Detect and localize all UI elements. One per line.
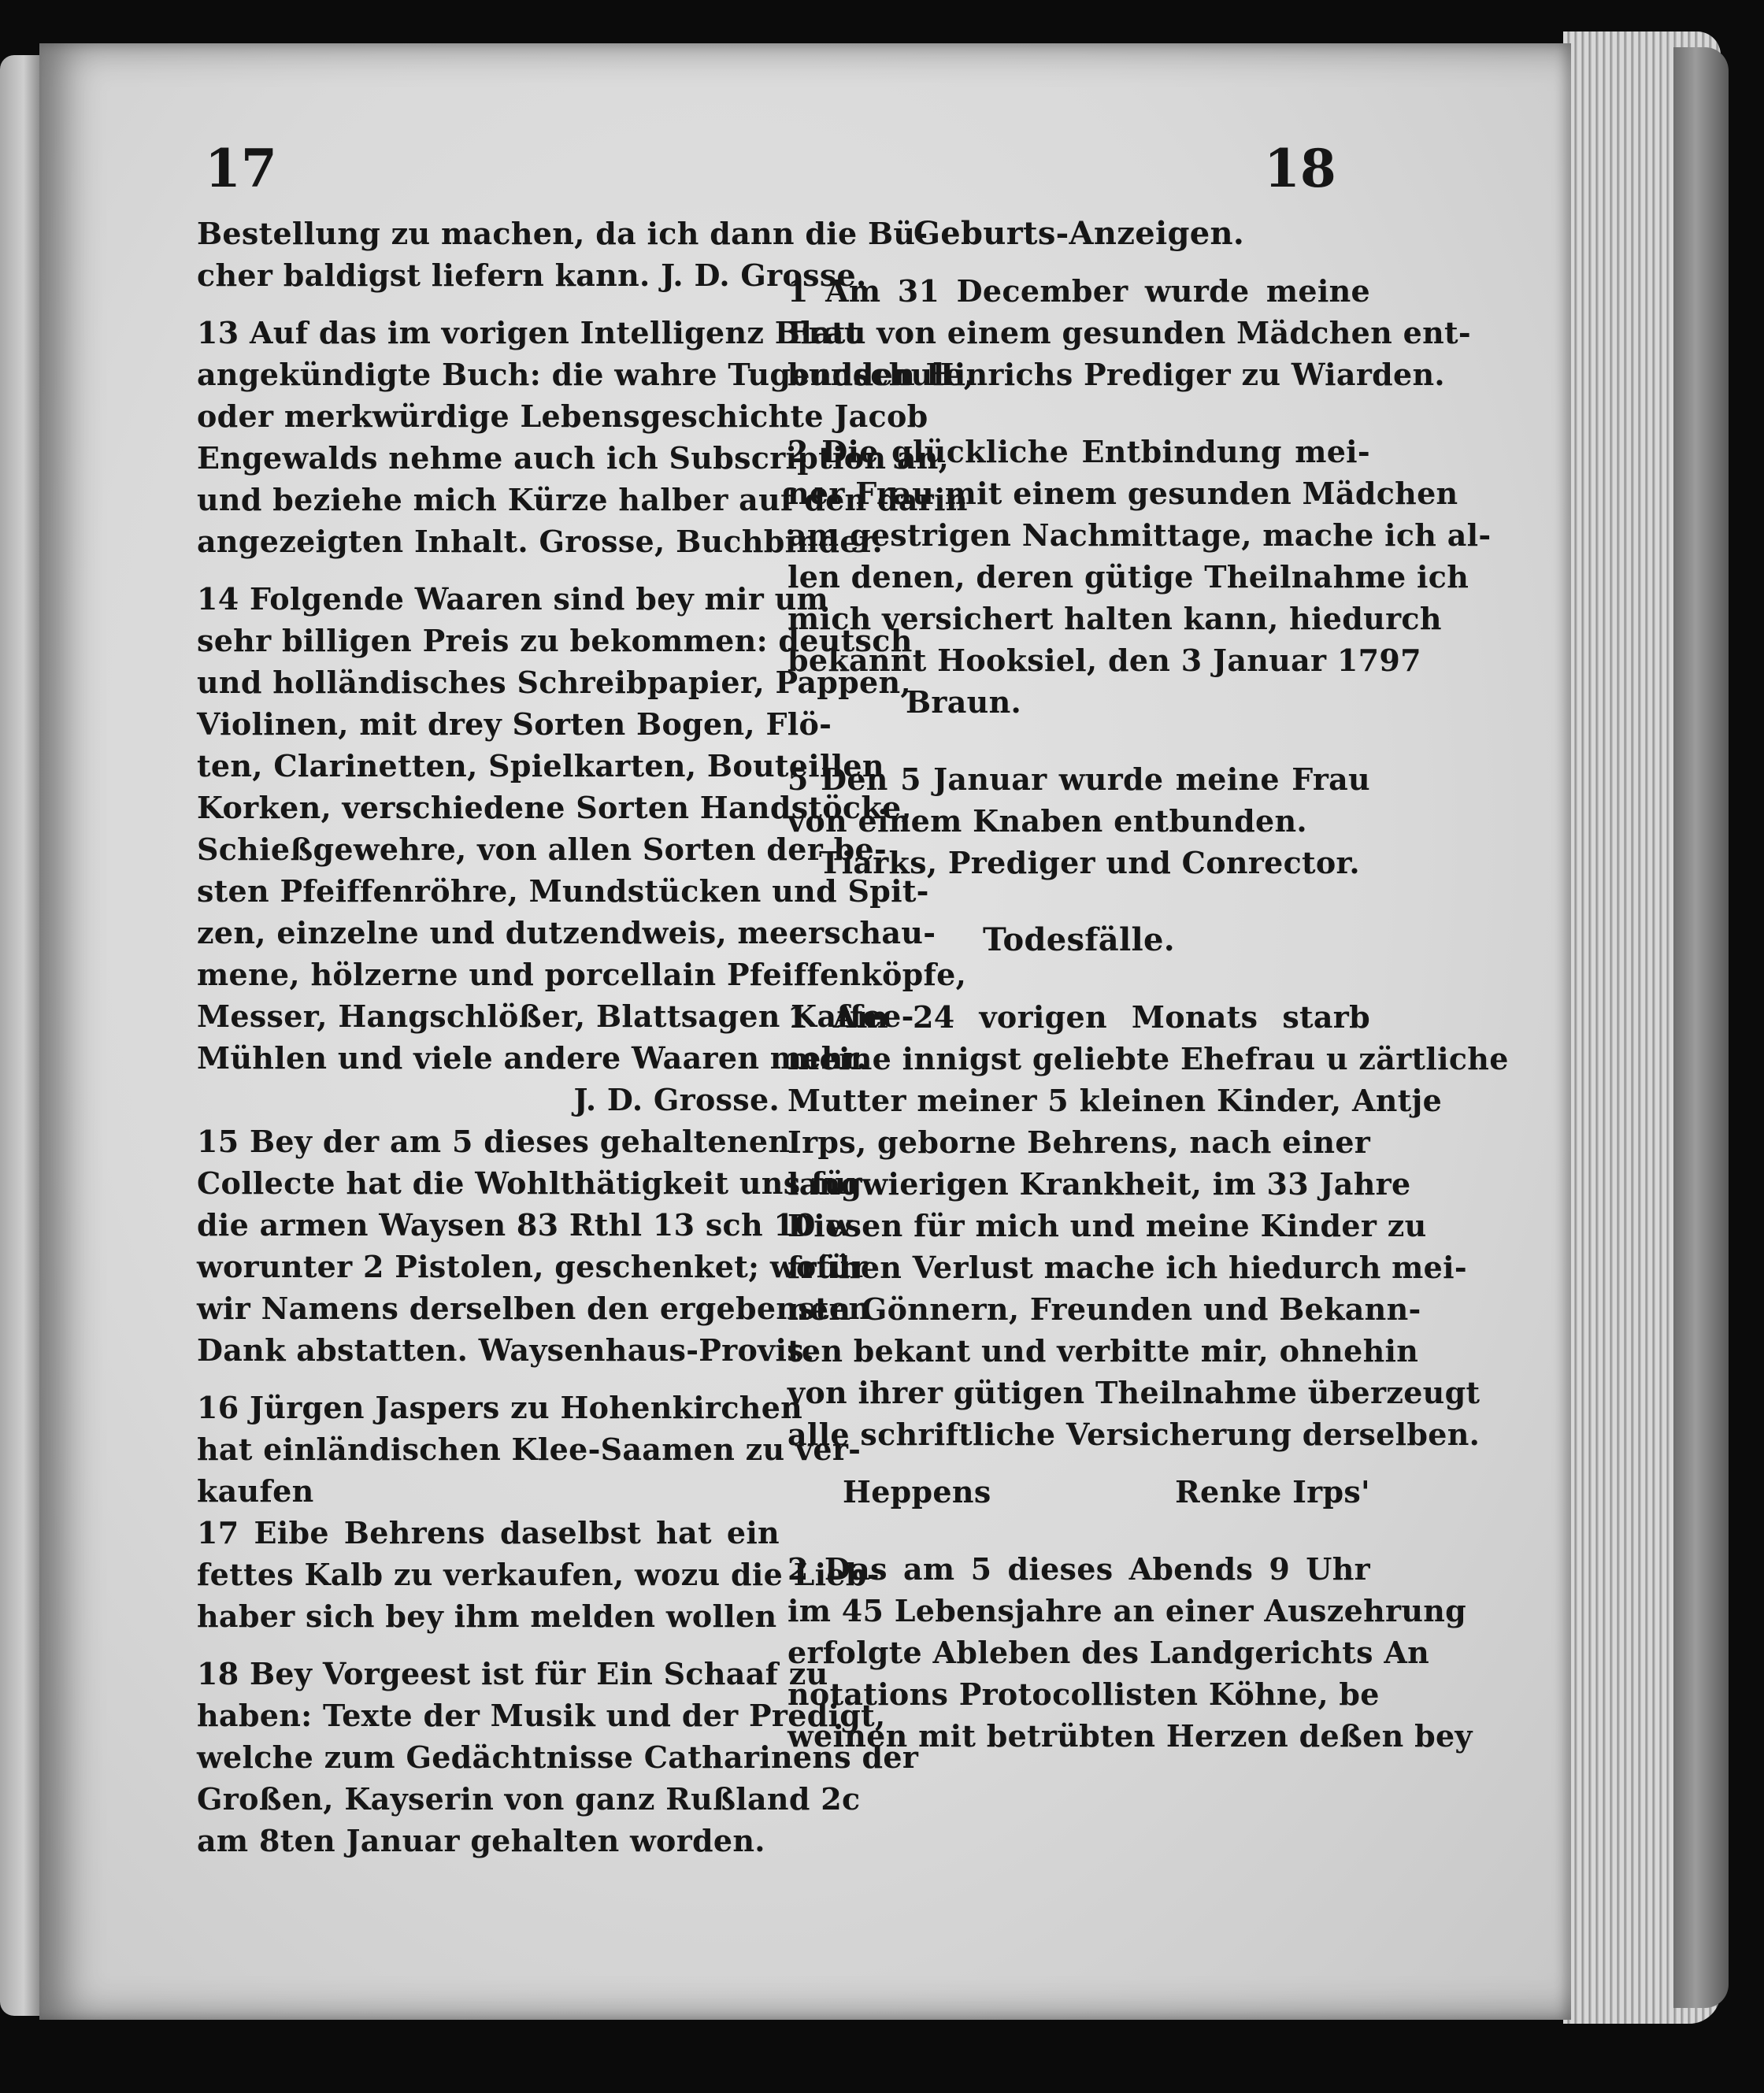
text-line: 15 Bey der am 5 dieses gehaltenen bbox=[197, 1124, 791, 1159]
text-line: frühen Verlust mache ich hiedurch mei- bbox=[788, 1250, 1467, 1285]
text-line: und holländisches Schreibpapier, Pappen, bbox=[197, 665, 911, 700]
text-line: ten bekant und verbitte mir, ohnehin bbox=[788, 1333, 1419, 1369]
text-line: am gestrigen Nachmittage, mache ich al- bbox=[788, 517, 1492, 553]
text-line: und beziehe mich Kürze halber auf den darin bbox=[197, 482, 968, 517]
text-line: 2 Die glückliche Entbindung mei- bbox=[788, 434, 1370, 469]
text-line: 1 Am 24 vorigen Monats starb bbox=[788, 999, 1370, 1035]
text-line: zen, einzelne und dutzendweis, meerschau- bbox=[197, 915, 936, 950]
birth-notice-3 bbox=[788, 758, 1370, 884]
text-line: hat einländischen Klee-Saamen zu ver- bbox=[197, 1432, 862, 1467]
text-line: welche zum Gedächtnisse Catharinens der bbox=[197, 1739, 919, 1775]
text-line: wir Namens derselben den ergebensten bbox=[197, 1291, 871, 1326]
signature: Braun. bbox=[906, 684, 1022, 720]
text-line: Violinen, mit drey Sorten Bogen, Flö- bbox=[197, 706, 832, 742]
text-line: ten, Clarinetten, Spielkarten, Bouteillen bbox=[197, 748, 884, 783]
page bbox=[39, 43, 1571, 2020]
text-line: von ihrer gütigen Theilnahme überzeugt bbox=[788, 1375, 1480, 1410]
text-line: Mühlen und viele andere Waaren mehr. bbox=[197, 1040, 868, 1076]
text-line: 14 Folgende Waaren sind bey mir um bbox=[197, 581, 829, 617]
text-line: Frau von einem gesunden Mädchen ent- bbox=[788, 315, 1471, 350]
text-line: weinen mit betrübten Herzen deßen bey bbox=[788, 1718, 1473, 1754]
text-line: Bestellung zu machen, da ich dann die Bü- bbox=[197, 216, 928, 251]
text-line: 13 Auf das im vorigen Intelligenz Blatt bbox=[197, 315, 860, 350]
text-line: im 45 Lebensjahre an einer Auszehrung bbox=[788, 1593, 1467, 1628]
text-line: 18 Bey Vorgeest ist für Ein Schaaf zu bbox=[197, 1656, 828, 1691]
text-line: Schießgewehre, von allen Sorten der be- bbox=[197, 832, 888, 867]
signature-row bbox=[788, 1471, 1370, 1513]
text-line: alle schriftliche Versicherung derselben. bbox=[788, 1417, 1480, 1452]
text-line: worunter 2 Pistolen, geschenket; wofür bbox=[197, 1249, 868, 1284]
text-line: notations Protocollisten Köhne, be bbox=[788, 1676, 1380, 1712]
text-line: erfolgte Ableben des Landgerichts An bbox=[788, 1635, 1430, 1670]
text-line: von einem Knaben entbunden. bbox=[788, 803, 1307, 839]
death-notice-1 bbox=[788, 996, 1509, 1513]
text-line: mene, hölzerne und porcellain Pfeiffenköpfe, bbox=[197, 957, 967, 992]
text-line: haber sich bey ihm melden wollen bbox=[197, 1598, 777, 1634]
notice-18 bbox=[197, 1653, 919, 1861]
birth-notice-1 bbox=[788, 270, 1471, 395]
right-column bbox=[788, 213, 1509, 1757]
text-line: am 8ten Januar gehalten worden. bbox=[197, 1823, 765, 1858]
text-line: 2 Das am 5 dieses Abends 9 Uhr bbox=[788, 1551, 1370, 1587]
signature: Renke Irps' bbox=[1175, 1474, 1370, 1510]
intro-paragraph bbox=[197, 213, 928, 296]
notice-16 bbox=[197, 1387, 862, 1512]
text-line: 1 Am 31 December wurde meine bbox=[788, 273, 1370, 309]
text-line: haben: Texte der Musik und der Predigt, bbox=[197, 1698, 886, 1733]
previous-page-edge bbox=[0, 55, 39, 2016]
deaths-heading: Todesfälle. bbox=[983, 921, 1175, 958]
signature: J. D. Grosse. bbox=[573, 1082, 780, 1117]
notice-13 bbox=[197, 312, 975, 562]
text-line: 5 Den 5 Januar wurde meine Frau bbox=[788, 761, 1370, 797]
notice-17 bbox=[197, 1512, 880, 1637]
text-line: mich versichert halten kann, hiedurch bbox=[788, 601, 1442, 636]
page-number-left: 17 bbox=[205, 138, 277, 199]
text-line: angekündigte Buch: die wahre Tugendschule, bbox=[197, 357, 975, 392]
text-line: cher baldigst liefern kann. J. D. Grosse. bbox=[197, 257, 867, 293]
text-line: oder merkwürdige Lebensgeschichte Jacob bbox=[197, 398, 928, 434]
text-line: Diesen für mich und meine Kinder zu bbox=[788, 1208, 1427, 1243]
signature-place: Heppens bbox=[843, 1474, 991, 1510]
text-line: bunden Hinrichs Prediger zu Wiarden. bbox=[788, 357, 1445, 392]
text-line: Messer, Hangschlößer, Blattsagen Kaffee- bbox=[197, 998, 914, 1034]
text-line: Mutter meiner 5 kleinen Kinder, Antje bbox=[788, 1083, 1443, 1118]
text-line: nen Gönnern, Freunden und Bekann- bbox=[788, 1291, 1421, 1327]
cover-edge bbox=[1673, 47, 1729, 2008]
text-line: Engewalds nehme auch ich Subscription an, bbox=[197, 440, 950, 476]
text-line: 16 Jürgen Jaspers zu Hohenkirchen bbox=[197, 1390, 803, 1425]
notice-15 bbox=[197, 1121, 871, 1371]
text-line: die armen Waysen 83 Rthl 13 sch 10 w bbox=[197, 1207, 853, 1243]
death-notice-2 bbox=[788, 1548, 1473, 1757]
births-heading: Geburts-Anzeigen. bbox=[913, 215, 1245, 252]
text-line: Irps, geborne Behrens, nach einer bbox=[788, 1124, 1371, 1160]
text-line: sten Pfeiffenröhre, Mundstücken und Spit- bbox=[197, 873, 929, 909]
birth-notice-2 bbox=[788, 431, 1492, 723]
text-line: sehr billigen Preis zu bekommen: deutsch bbox=[197, 623, 913, 658]
text-line: angezeigten Inhalt. Grosse, Buchbinder. bbox=[197, 524, 884, 559]
text-line: Großen, Kayserin von ganz Rußland 2c bbox=[197, 1781, 861, 1817]
text-line: 17 Eibe Behrens daselbst hat ein bbox=[197, 1515, 780, 1550]
text-line: len denen, deren gütige Theilnahme ich bbox=[788, 559, 1469, 595]
page-number-right: 18 bbox=[1264, 138, 1336, 199]
text-line: langwierigen Krankheit, im 33 Jahre bbox=[788, 1166, 1411, 1202]
text-line: Collecte hat die Wohlthätigkeit uns für bbox=[197, 1165, 862, 1201]
text-line: bekannt Hooksiel, den 3 Januar 1797 bbox=[788, 643, 1421, 678]
text-line: Dank abstatten. Waysenhaus-Provis. bbox=[197, 1332, 815, 1368]
text-line: kaufen bbox=[197, 1473, 314, 1509]
signature: Tiarks, Prediger und Conrector. bbox=[819, 845, 1360, 880]
text-line: fettes Kalb zu verkaufen, wozu die Lieb- bbox=[197, 1557, 880, 1592]
text-line: Korken, verschiedene Sorten Handstöcke, bbox=[197, 790, 912, 825]
text-line: meine innigst geliebte Ehefrau u zärtliche bbox=[788, 1041, 1509, 1076]
text-line: ner Frau mit einem gesunden Mädchen bbox=[788, 476, 1458, 511]
